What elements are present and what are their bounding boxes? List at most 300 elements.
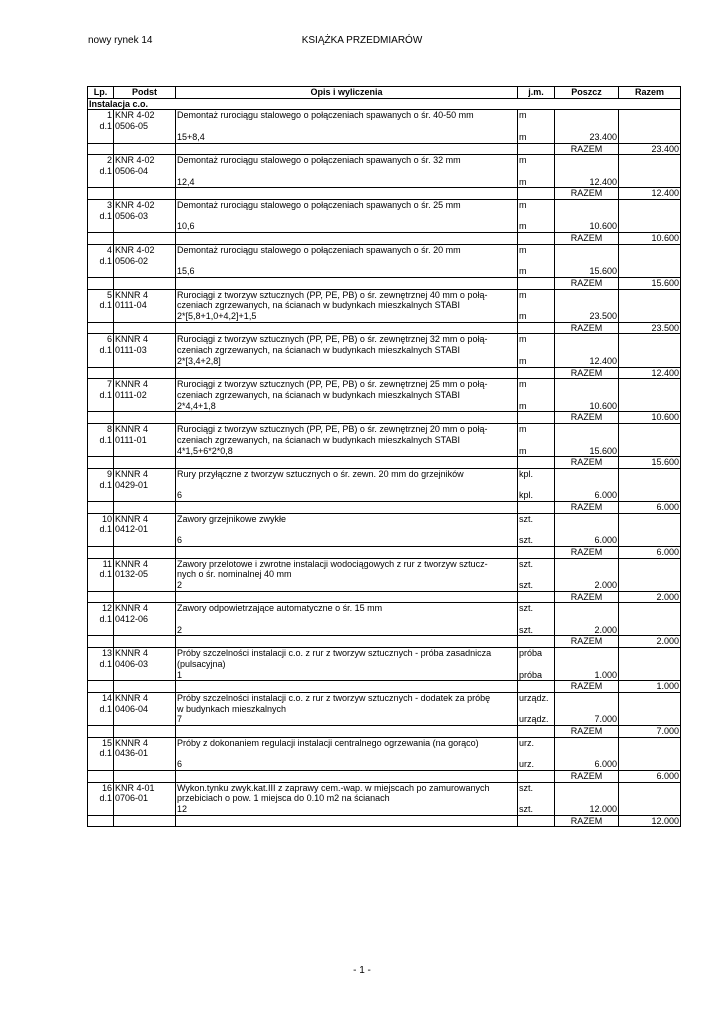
item-description: Rury przyłączne z tworzyw sztucznych o śr. zewn. 20 mm do grzejników (176, 468, 518, 479)
item-calculation: 12,4 (176, 177, 518, 188)
item-description-cont (176, 480, 518, 491)
item-lp-empty (88, 535, 114, 546)
item-poszcz-empty (555, 614, 619, 625)
item-basis-code-suffix: 0706-01 (114, 793, 176, 804)
razem-podst-empty (114, 143, 176, 155)
item-lp-empty (88, 714, 114, 725)
razem-jm-empty (518, 188, 555, 200)
item-number-suffix: d.1 (88, 480, 114, 491)
item-razem-empty (619, 390, 681, 401)
razem-row (88, 636, 681, 648)
razem-podst-empty (114, 188, 176, 200)
razem-value: 15.600 (619, 277, 681, 289)
item-lp-empty (88, 221, 114, 232)
item-number-suffix: d.1 (88, 659, 114, 670)
table-row (88, 435, 681, 446)
item-description-cont: nych o śr. nominalnej 40 mm (176, 569, 518, 580)
item-description: Rurociągi z tworzyw sztucznych (PP, PE, PB) o śr. zewnętrznej 25 mm o połą- (176, 379, 518, 390)
item-lp-empty (88, 356, 114, 367)
item-unit: m (518, 379, 555, 390)
table-row (88, 211, 681, 222)
item-basis-code-suffix: 0412-06 (114, 614, 176, 625)
item-calculation: 6 (176, 535, 518, 546)
item-unit-empty (518, 793, 555, 804)
item-number-suffix: d.1 (88, 390, 114, 401)
item-unit-repeat: m (518, 311, 555, 322)
item-description-cont: przebiciach o pow. 1 miejsca do 0.10 m2 na ścianach (176, 793, 518, 804)
item-razem-empty (619, 580, 681, 591)
item-unit: próba (518, 648, 555, 659)
razem-opis-empty (176, 143, 518, 155)
item-basis-code-suffix: 0429-01 (114, 480, 176, 491)
item-poszcz-value: 15.600 (555, 446, 619, 457)
item-poszcz-value: 23.500 (555, 311, 619, 322)
item-number-suffix: d.1 (88, 435, 114, 446)
table-row (88, 356, 681, 367)
item-razem-empty (619, 692, 681, 703)
item-basis-code: KNR 4-02 (114, 200, 176, 211)
item-poszcz-empty (555, 390, 619, 401)
item-basis-code-suffix: 0111-01 (114, 435, 176, 446)
item-poszcz-empty (555, 424, 619, 435)
item-podst-empty (114, 311, 176, 322)
item-unit-empty (518, 704, 555, 715)
item-basis-code-suffix: 0406-03 (114, 659, 176, 670)
item-podst-empty (114, 177, 176, 188)
item-razem-empty (619, 155, 681, 166)
item-poszcz-value: 2.000 (555, 625, 619, 636)
item-podst-empty (114, 580, 176, 591)
item-description-cont (176, 524, 518, 535)
razem-row (88, 412, 681, 424)
item-razem-empty (619, 603, 681, 614)
item-basis-code-suffix: 0506-05 (114, 121, 176, 132)
table-row (88, 759, 681, 770)
item-description-cont: czeniach zgrzewanych, na ścianach w budynkach mieszkalnych STABI (176, 345, 518, 356)
item-number-suffix: d.1 (88, 300, 114, 311)
table-row (88, 490, 681, 501)
item-number-suffix: d.1 (88, 524, 114, 535)
item-razem-empty (619, 782, 681, 793)
item-description-cont (176, 614, 518, 625)
razem-opis-empty (176, 322, 518, 334)
item-number: 4 (88, 244, 114, 255)
item-lp-empty (88, 401, 114, 412)
razem-value: 6.000 (619, 770, 681, 782)
item-razem-empty (619, 311, 681, 322)
item-description: Rurociągi z tworzyw sztucznych (PP, PE, PB) o śr. zewnętrznej 40 mm o połą- (176, 289, 518, 300)
item-unit: m (518, 424, 555, 435)
item-poszcz-value: 12.000 (555, 804, 619, 815)
item-poszcz-empty (555, 480, 619, 491)
item-poszcz-empty (555, 558, 619, 569)
item-description-cont (176, 748, 518, 759)
item-basis-code: KNNR 4 (114, 603, 176, 614)
item-lp-empty (88, 625, 114, 636)
razem-row (88, 322, 681, 334)
item-razem-empty (619, 121, 681, 132)
item-razem-empty (619, 401, 681, 412)
item-description-cont: (pulsacyjna) (176, 659, 518, 670)
razem-row (88, 546, 681, 558)
item-number: 8 (88, 424, 114, 435)
razem-podst-empty (114, 322, 176, 334)
razem-podst-empty (114, 815, 176, 827)
table-row (88, 659, 681, 670)
item-poszcz-empty (555, 737, 619, 748)
item-description: Zawory grzejnikowe zwykłe (176, 513, 518, 524)
table-row (88, 793, 681, 804)
razem-value: 10.600 (619, 233, 681, 245)
item-basis-code-suffix: 0506-04 (114, 166, 176, 177)
table-row (88, 625, 681, 636)
item-number-suffix: d.1 (88, 256, 114, 267)
table-row (88, 266, 681, 277)
item-description-cont: czeniach zgrzewanych, na ścianach w budynkach mieszkalnych STABI (176, 390, 518, 401)
razem-label: RAZEM (555, 367, 619, 379)
item-number: 12 (88, 603, 114, 614)
razem-label: RAZEM (555, 457, 619, 469)
item-basis-code-suffix: 0132-05 (114, 569, 176, 580)
item-description: Wykon.tynku zwyk.kat.III z zaprawy cem.-wap. w miejscach po zamurowanych (176, 782, 518, 793)
item-description: Demontaż rurociągu stalowego o połączeniach spawanych o śr. 20 mm (176, 244, 518, 255)
item-basis-code-suffix: 0111-03 (114, 345, 176, 356)
razem-jm-empty (518, 367, 555, 379)
item-basis-code: KNR 4-01 (114, 782, 176, 793)
item-podst-empty (114, 759, 176, 770)
table-row (88, 714, 681, 725)
table-row (88, 569, 681, 580)
item-lp-empty (88, 759, 114, 770)
item-poszcz-empty (555, 569, 619, 580)
item-unit-empty (518, 435, 555, 446)
item-description: Demontaż rurociągu stalowego o połączeniach spawanych o śr. 32 mm (176, 155, 518, 166)
item-number: 16 (88, 782, 114, 793)
item-poszcz-empty (555, 256, 619, 267)
razem-value: 2.000 (619, 591, 681, 603)
item-number: 10 (88, 513, 114, 524)
item-number: 11 (88, 558, 114, 569)
item-unit: kpl. (518, 468, 555, 479)
item-lp-empty (88, 266, 114, 277)
item-number-suffix: d.1 (88, 211, 114, 222)
item-poszcz-empty (555, 648, 619, 659)
item-podst-empty (114, 804, 176, 815)
table-row (88, 748, 681, 759)
razem-opis-empty (176, 591, 518, 603)
item-unit: m (518, 289, 555, 300)
item-description: Próby szczelności instalacji c.o. z rur z tworzyw sztucznych - dodatek za próbę (176, 692, 518, 703)
razem-podst-empty (114, 726, 176, 738)
item-razem-empty (619, 211, 681, 222)
item-poszcz-empty (555, 211, 619, 222)
table-row (88, 390, 681, 401)
razem-jm-empty (518, 591, 555, 603)
item-basis-code: KNNR 4 (114, 692, 176, 703)
item-razem-empty (619, 659, 681, 670)
razem-lp-empty (88, 770, 114, 782)
item-calculation: 2 (176, 625, 518, 636)
razem-label: RAZEM (555, 188, 619, 200)
item-unit-empty (518, 390, 555, 401)
item-description: Demontaż rurociągu stalowego o połączeniach spawanych o śr. 25 mm (176, 200, 518, 211)
section-row (88, 98, 681, 110)
item-poszcz-empty (555, 524, 619, 535)
item-basis-code-suffix: 0506-02 (114, 256, 176, 267)
table-row (88, 221, 681, 232)
item-number: 3 (88, 200, 114, 211)
item-poszcz-value: 6.000 (555, 490, 619, 501)
item-unit-empty (518, 659, 555, 670)
item-unit-repeat: próba (518, 670, 555, 681)
table-row (88, 244, 681, 255)
item-basis-code: KNNR 4 (114, 648, 176, 659)
razem-value: 1.000 (619, 681, 681, 693)
item-poszcz-empty (555, 110, 619, 121)
item-number: 14 (88, 692, 114, 703)
item-basis-code: KNR 4-02 (114, 155, 176, 166)
razem-podst-empty (114, 412, 176, 424)
item-unit: szt. (518, 782, 555, 793)
item-description: Zawory odpowietrzające automatyczne o śr. 15 mm (176, 603, 518, 614)
item-poszcz-empty (555, 748, 619, 759)
item-razem-empty (619, 266, 681, 277)
table-row (88, 524, 681, 535)
item-unit-repeat: m (518, 401, 555, 412)
razem-opis-empty (176, 233, 518, 245)
razem-value: 23.500 (619, 322, 681, 334)
item-podst-empty (114, 266, 176, 277)
razem-lp-empty (88, 143, 114, 155)
razem-opis-empty (176, 636, 518, 648)
razem-podst-empty (114, 367, 176, 379)
razem-row (88, 277, 681, 289)
item-description-cont: czeniach zgrzewanych, na ścianach w budynkach mieszkalnych STABI (176, 435, 518, 446)
table-row (88, 401, 681, 412)
item-basis-code-suffix: 0111-04 (114, 300, 176, 311)
item-unit-repeat: szt. (518, 580, 555, 591)
item-poszcz-empty (555, 782, 619, 793)
item-unit-repeat: szt. (518, 625, 555, 636)
razem-lp-empty (88, 502, 114, 514)
table-row (88, 670, 681, 681)
item-unit-repeat: m (518, 356, 555, 367)
item-razem-empty (619, 244, 681, 255)
razem-lp-empty (88, 188, 114, 200)
table-row (88, 256, 681, 267)
razem-label: RAZEM (555, 277, 619, 289)
item-calculation: 2*[3,4+2,8] (176, 356, 518, 367)
item-poszcz-value: 6.000 (555, 759, 619, 770)
item-poszcz-empty (555, 793, 619, 804)
table-row (88, 704, 681, 715)
item-poszcz-value: 15.600 (555, 266, 619, 277)
item-razem-empty (619, 435, 681, 446)
item-razem-empty (619, 468, 681, 479)
item-razem-empty (619, 289, 681, 300)
razem-row (88, 233, 681, 245)
item-number: 7 (88, 379, 114, 390)
item-unit-repeat: m (518, 446, 555, 457)
column-header-razem: Razem (619, 87, 681, 99)
item-razem-empty (619, 177, 681, 188)
item-poszcz-empty (555, 334, 619, 345)
item-number: 1 (88, 110, 114, 121)
table-row (88, 446, 681, 457)
razem-row (88, 188, 681, 200)
razem-label: RAZEM (555, 591, 619, 603)
table-row (88, 580, 681, 591)
item-razem-empty (619, 490, 681, 501)
item-unit-repeat: urz. (518, 759, 555, 770)
item-calculation: 2*4,4+1,8 (176, 401, 518, 412)
item-unit-empty (518, 748, 555, 759)
item-description-cont (176, 166, 518, 177)
razem-value: 12.400 (619, 367, 681, 379)
razem-opis-empty (176, 726, 518, 738)
item-calculation: 12 (176, 804, 518, 815)
item-basis-code-suffix: 0406-04 (114, 704, 176, 715)
item-unit-empty (518, 524, 555, 535)
razem-jm-empty (518, 502, 555, 514)
item-basis-code: KNNR 4 (114, 289, 176, 300)
item-unit: szt. (518, 603, 555, 614)
item-poszcz-empty (555, 155, 619, 166)
item-razem-empty (619, 480, 681, 491)
table-row (88, 513, 681, 524)
razem-lp-empty (88, 636, 114, 648)
razem-row (88, 681, 681, 693)
item-basis-code-suffix: 0111-02 (114, 390, 176, 401)
razem-value: 23.400 (619, 143, 681, 155)
item-poszcz-empty (555, 468, 619, 479)
razem-opis-empty (176, 188, 518, 200)
table-row (88, 614, 681, 625)
razem-jm-empty (518, 143, 555, 155)
item-basis-code: KNNR 4 (114, 468, 176, 479)
razem-podst-empty (114, 277, 176, 289)
item-calculation: 15+8,4 (176, 132, 518, 143)
item-basis-code: KNNR 4 (114, 379, 176, 390)
item-calculation: 10,6 (176, 221, 518, 232)
item-lp-empty (88, 580, 114, 591)
item-description: Rurociągi z tworzyw sztucznych (PP, PE, PB) o śr. zewnętrznej 20 mm o połą- (176, 424, 518, 435)
item-razem-empty (619, 737, 681, 748)
item-podst-empty (114, 356, 176, 367)
item-razem-empty (619, 648, 681, 659)
item-podst-empty (114, 714, 176, 725)
razem-opis-empty (176, 277, 518, 289)
bill-of-quantities-table (87, 86, 681, 827)
project-name: nowy rynek 14 (88, 35, 153, 46)
item-razem-empty (619, 748, 681, 759)
item-razem-empty (619, 625, 681, 636)
item-lp-empty (88, 670, 114, 681)
item-poszcz-empty (555, 692, 619, 703)
razem-label: RAZEM (555, 726, 619, 738)
razem-value: 2.000 (619, 636, 681, 648)
table-row (88, 300, 681, 311)
item-basis-code-suffix: 0506-03 (114, 211, 176, 222)
item-razem-empty (619, 569, 681, 580)
razem-lp-empty (88, 815, 114, 827)
razem-row (88, 726, 681, 738)
item-description-cont (176, 121, 518, 132)
item-unit: m (518, 244, 555, 255)
document-title: KSIĄŻKA PRZEDMIARÓW (301, 35, 423, 46)
razem-label: RAZEM (555, 546, 619, 558)
item-unit-empty (518, 345, 555, 356)
table-row (88, 177, 681, 188)
item-razem-empty (619, 345, 681, 356)
table-row (88, 121, 681, 132)
razem-lp-empty (88, 233, 114, 245)
column-header-opis: Opis i wyliczenia (176, 87, 518, 99)
column-header-podst: Podst (114, 87, 176, 99)
razem-opis-empty (176, 770, 518, 782)
razem-opis-empty (176, 815, 518, 827)
item-poszcz-value: 12.400 (555, 356, 619, 367)
razem-label: RAZEM (555, 681, 619, 693)
item-podst-empty (114, 625, 176, 636)
item-poszcz-empty (555, 513, 619, 524)
item-poszcz-empty (555, 704, 619, 715)
item-description: Zawory przelotowe i zwrotne instalacji wodociągowych z rur z tworzyw sztucz- (176, 558, 518, 569)
item-basis-code-suffix: 0412-01 (114, 524, 176, 535)
item-unit-repeat: m (518, 266, 555, 277)
item-description: Rurociągi z tworzyw sztucznych (PP, PE, PB) o śr. zewnętrznej 32 mm o połą- (176, 334, 518, 345)
item-unit-empty (518, 614, 555, 625)
item-razem-empty (619, 670, 681, 681)
item-razem-empty (619, 558, 681, 569)
item-description-cont: czeniach zgrzewanych, na ścianach w budynkach mieszkalnych STABI (176, 300, 518, 311)
item-razem-empty (619, 132, 681, 143)
razem-podst-empty (114, 546, 176, 558)
item-calculation: 4*1,5+6*2*0,8 (176, 446, 518, 457)
razem-value: 10.600 (619, 412, 681, 424)
item-razem-empty (619, 334, 681, 345)
item-description-cont: w budynkach mieszkalnych (176, 704, 518, 715)
item-podst-empty (114, 401, 176, 412)
item-basis-code: KNNR 4 (114, 737, 176, 748)
item-unit-repeat: szt. (518, 535, 555, 546)
item-lp-empty (88, 490, 114, 501)
item-calculation: 7 (176, 714, 518, 725)
table-row (88, 379, 681, 390)
item-poszcz-empty (555, 200, 619, 211)
razem-lp-empty (88, 457, 114, 469)
item-poszcz-value: 2.000 (555, 580, 619, 591)
razem-lp-empty (88, 726, 114, 738)
item-razem-empty (619, 256, 681, 267)
razem-opis-empty (176, 412, 518, 424)
item-razem-empty (619, 513, 681, 524)
razem-lp-empty (88, 412, 114, 424)
item-description: Próby szczelności instalacji c.o. z rur z tworzyw sztucznych - próba zasadnicza (176, 648, 518, 659)
table-row (88, 535, 681, 546)
table-row (88, 334, 681, 345)
item-unit: urz. (518, 737, 555, 748)
item-podst-empty (114, 446, 176, 457)
razem-value: 12.400 (619, 188, 681, 200)
item-unit-repeat: m (518, 132, 555, 143)
item-unit: urządz. (518, 692, 555, 703)
item-unit-empty (518, 166, 555, 177)
razem-label: RAZEM (555, 412, 619, 424)
item-poszcz-value: 1.000 (555, 670, 619, 681)
item-razem-empty (619, 535, 681, 546)
column-header-lp: Lp. (88, 87, 114, 99)
